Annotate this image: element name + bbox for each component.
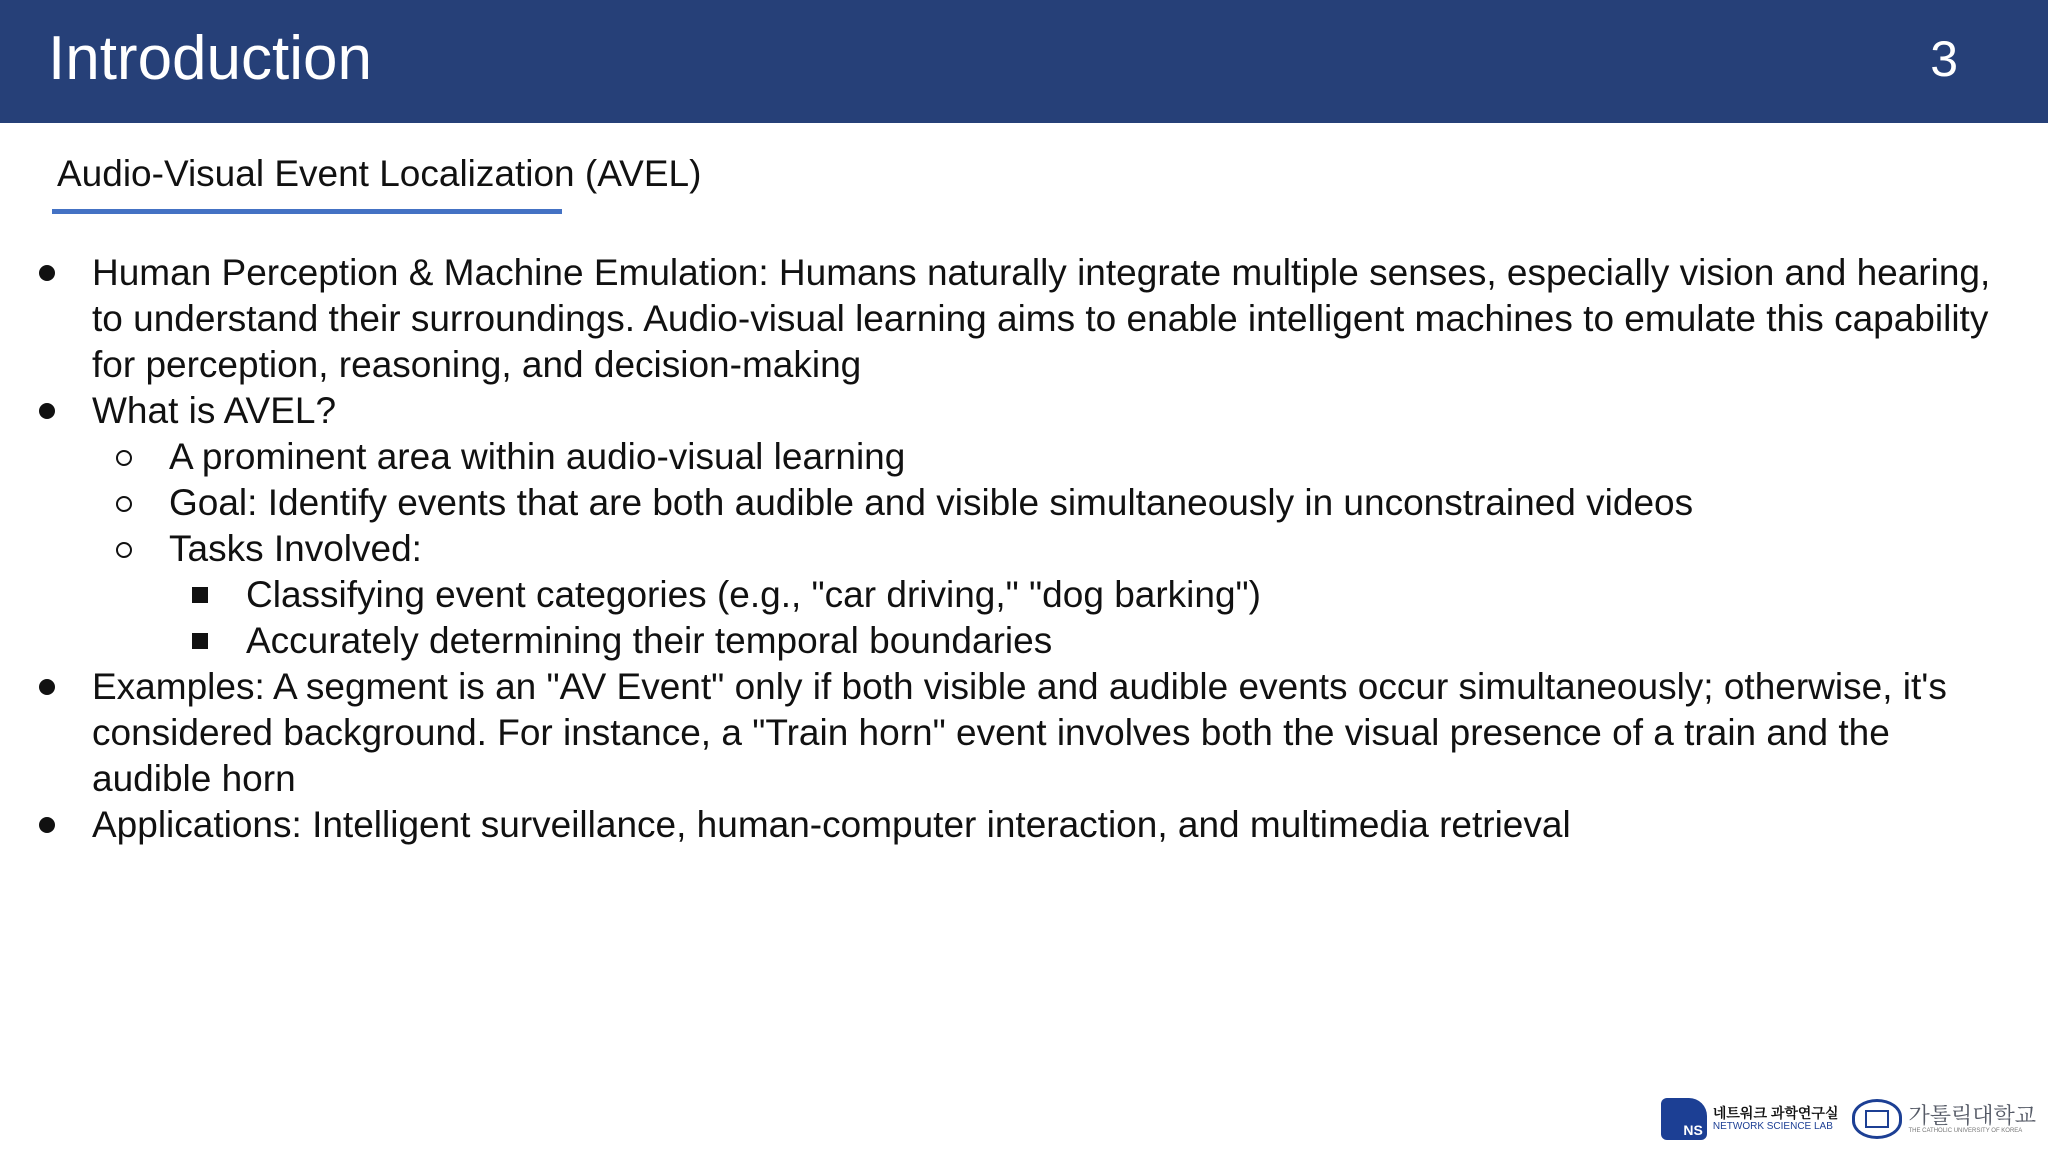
- slide-title: Introduction: [48, 24, 372, 93]
- slide-header: [0, 0, 2048, 123]
- logo-ns-english: NETWORK SCIENCE LAB: [1712, 1121, 1833, 1133]
- bullet-disc-icon: [39, 403, 55, 419]
- sub-bullet-item: [0, 526, 2000, 572]
- bullet-circle-icon: [116, 496, 132, 512]
- bullet-text: What is AVEL?: [92, 390, 337, 431]
- bullet-disc-icon: [39, 817, 55, 833]
- sub-sub-bullet-item: [0, 618, 2000, 664]
- bullet-disc-icon: [39, 679, 55, 695]
- bullet-text: A prominent area within audio-visual learning: [169, 436, 906, 477]
- footer-logos: [1661, 1098, 2036, 1140]
- logo-cuk-text: [1908, 1104, 2036, 1135]
- logo-cuk-english: THE CATHOLIC UNIVERSITY OF KOREA: [1908, 1127, 2023, 1134]
- bullet-item: [0, 388, 2000, 434]
- logo-ns-korean: 네트워크 과학연구실: [1712, 1104, 1839, 1121]
- bullet-text: Accurately determining their temporal boundaries: [246, 620, 1053, 661]
- bullet-item: [0, 250, 2000, 388]
- catholic-university-logo: [1852, 1099, 2036, 1139]
- bullet-disc-icon: [39, 265, 55, 281]
- logo-ns-text: [1713, 1106, 1839, 1132]
- bullet-item: [0, 802, 2000, 848]
- bullet-square-icon: [192, 587, 208, 603]
- bullet-square-icon: [192, 633, 208, 649]
- catholic-university-seal-icon: [1852, 1099, 1902, 1139]
- sub-bullet-item: [0, 480, 2000, 526]
- bullet-text: Human Perception & Machine Emulation: Humans naturally integrate multiple senses, especially vision and hearing, to understand their surroundings. Audio-visual learning aims to enable intelligent machines to emulate this capability for perception, reasoning, and decision-making: [92, 252, 1991, 385]
- logo-mark-text: NS: [1683, 1122, 1703, 1138]
- bullet-item: [0, 664, 2000, 802]
- sub-bullet-item: [0, 434, 2000, 480]
- network-science-lab-logo-icon: [1661, 1098, 1707, 1140]
- bullet-text: Applications: Intelligent surveillance, human-computer interaction, and multimedia retrieval: [92, 804, 1571, 845]
- bullet-text: Goal: Identify events that are both audible and visible simultaneously in unconstrained videos: [169, 482, 1694, 523]
- logo-cuk-korean: 가톨릭대학교: [1908, 1102, 2036, 1128]
- bullet-text: Classifying event categories (e.g., "car driving," "dog barking"): [246, 574, 1262, 615]
- bullet-text: Examples: A segment is an "AV Event" only if both visible and audible events occur simultaneously; otherwise, it's considered background. For instance, a "Train horn" event involves both the visual presence of a train and the audible horn: [92, 666, 1947, 799]
- section-subtitle: Audio-Visual Event Localization (AVEL): [57, 153, 702, 194]
- bullet-list: [0, 250, 2000, 848]
- bullet-circle-icon: [116, 450, 132, 466]
- network-science-lab-logo: [1661, 1098, 1839, 1140]
- page-number: 3: [1930, 31, 1958, 87]
- bullet-text: Tasks Involved:: [169, 528, 422, 569]
- subtitle-underline: [52, 209, 562, 214]
- bullet-circle-icon: [116, 542, 132, 558]
- sub-sub-bullet-item: [0, 572, 2000, 618]
